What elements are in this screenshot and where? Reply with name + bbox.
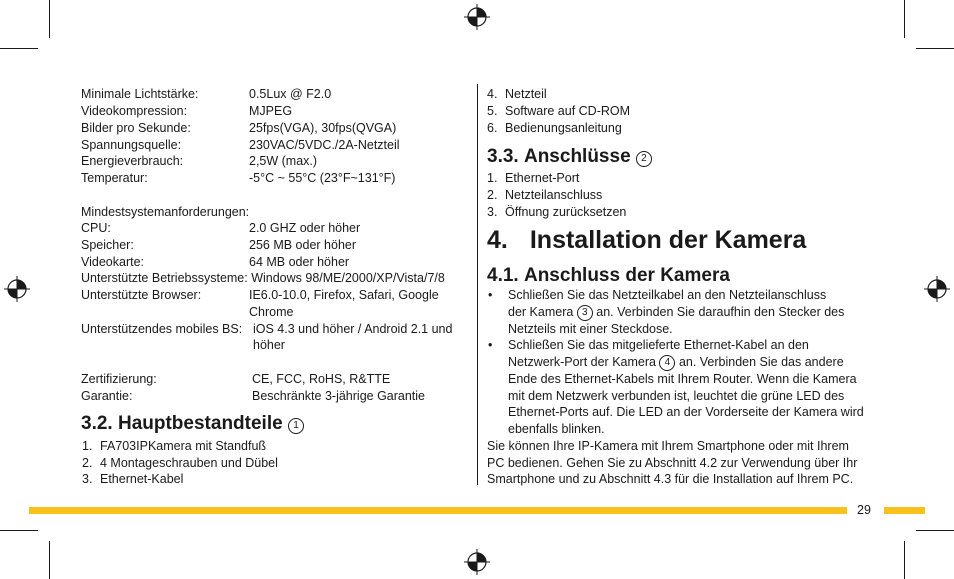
spec-value: MJPEG (249, 104, 293, 118)
section-heading-4-1 (487, 265, 730, 287)
bullet-text: Ende des Ethernet-Kabels mit Ihrem Router. Wenn die Kamera (508, 372, 857, 386)
section-heading-3-3 (487, 146, 652, 168)
footer-accent-bar (29, 507, 847, 514)
spec-value: 2.0 GHZ oder höher (249, 221, 361, 235)
crop-mark (49, 541, 50, 579)
list-number: 6. (487, 121, 498, 135)
bullet-text: mit dem Netzwerk verbunden ist, leuchtet die grüne LED des (508, 389, 845, 403)
callout-number-icon: 3 (577, 305, 593, 321)
bullet-text: Ethernet-Ports auf. Die LED an der Vorderseite der Kamera wird (508, 405, 864, 419)
spec-key: Minimale Lichtstärke: (81, 87, 199, 101)
crop-mark (49, 0, 50, 38)
spec-value: 2,5W (max.) (249, 154, 318, 168)
registration-mark-icon (464, 549, 490, 575)
list-number: 1. (82, 439, 93, 453)
section-title: Hauptbestandteile (117, 413, 283, 434)
list-text: Netzteilanschluss (505, 188, 603, 202)
min-requirements-title: Mindestsystemanforderungen: (81, 205, 250, 219)
spec-key: Energieverbrauch: (81, 154, 184, 168)
section-number: 4.1. (487, 265, 519, 286)
chapter-heading-4 (487, 226, 806, 255)
spec-key: CPU: (81, 221, 111, 235)
bullet-text: Schließen Sie das Netzteilkabel an den Netzteilanschluss (508, 288, 827, 302)
spec-value: 0.5Lux @ F2.0 (249, 87, 332, 101)
crop-mark (904, 541, 905, 579)
spec-value: Beschränkte 3-jährige Garantie (252, 389, 426, 403)
list-number: 2. (82, 456, 93, 470)
list-text: Bedienungsanleitung (505, 121, 622, 135)
bullet-icon: • (488, 338, 493, 352)
list-number: 3. (82, 472, 93, 486)
spec-key: Speicher: (81, 238, 134, 252)
bullet-text: Netzwerk-Port der Kamera 4 an. Verbinden Sie das andere (508, 355, 844, 369)
spec-value: 64 MB oder höher (249, 255, 350, 269)
registration-mark-icon (4, 276, 30, 302)
spec-value: Chrome (249, 305, 294, 319)
section-title: Anschlüsse (523, 146, 631, 167)
list-text: Ethernet-Port (505, 171, 580, 185)
list-text: 4 Montageschrauben und Dübel (100, 456, 278, 470)
list-number: 2. (487, 188, 498, 202)
list-number: 3. (487, 205, 498, 219)
section-title: Installation der Kamera (529, 226, 807, 254)
list-text: Ethernet-Kabel (100, 472, 184, 486)
list-number: 5. (487, 104, 498, 118)
list-number: 1. (487, 171, 498, 185)
spec-value: 256 MB oder höher (249, 238, 357, 252)
bullet-text: der Kamera 3 an. Verbinden Sie daraufhin den Stecker des (508, 305, 845, 319)
spec-key: Spannungsquelle: (81, 138, 182, 152)
spec-value: -5°C ~ 55°C (23°F~131°F) (249, 171, 396, 185)
spec-key: Bilder pro Sekunde: (81, 121, 191, 135)
list-number: 4. (487, 87, 498, 101)
crop-mark (904, 0, 905, 38)
spec-key: Videokarte: (81, 255, 145, 269)
spec-key: Unterstützte Browser: (81, 288, 202, 302)
spec-value: CE, FCC, RoHS, R&TTE (252, 372, 391, 386)
spec-value: 230VAC/5VDC./2A-Netzteil (249, 138, 400, 152)
paragraph-line: Sie können Ihre IP-Kamera mit Ihrem Smartphone oder mit Ihrem (487, 439, 849, 453)
registration-mark-icon (924, 276, 950, 302)
section-heading-3-2 (81, 413, 304, 435)
spec-key: Garantie: (81, 389, 133, 403)
bullet-text: Schließen Sie das mitgelieferte Ethernet-Kabel an den (508, 338, 809, 352)
callout-number-icon: 1 (288, 418, 304, 434)
os-line: Unterstützte Betriebssysteme: Windows 98/ME/2000/XP/Vista/7/8 (81, 271, 445, 285)
spec-key: Videokompression: (81, 104, 188, 118)
callout-number-icon: 2 (636, 151, 652, 167)
spec-key: Zertifizierung: (81, 372, 157, 386)
list-text: Öffnung zurücksetzen (505, 205, 627, 219)
bullet-text: ebenfalls blinken. (508, 422, 605, 436)
spec-key: Unterstützendes mobiles BS: (81, 322, 243, 336)
section-number: 3.2. (81, 413, 113, 434)
bullet-icon: • (488, 288, 493, 302)
section-title: Anschluss der Kamera (523, 265, 730, 286)
column-divider (477, 84, 478, 485)
page-number: 29 (857, 503, 871, 517)
crop-mark (916, 530, 954, 531)
spec-value: iOS 4.3 und höher / Android 2.1 und (253, 322, 453, 336)
crop-mark (916, 48, 954, 49)
registration-mark-icon (464, 4, 490, 30)
section-number: 3.3. (487, 146, 519, 167)
list-text: Netzteil (505, 87, 547, 101)
spec-value: IE6.0-10.0, Firefox, Safari, Google (249, 288, 439, 302)
spec-key: Temperatur: (81, 171, 148, 185)
footer-accent-bar (884, 507, 925, 514)
bullet-text: Netzteils mit einer Steckdose. (508, 322, 673, 336)
list-text: FA703IPKamera mit Standfuß (100, 439, 267, 453)
spec-value: 25fps(VGA), 30fps(QVGA) (249, 121, 397, 135)
paragraph-line: Smartphone und zu Abschnitt 4.3 für die Installation auf Ihrem PC. (487, 472, 854, 486)
paragraph-line: PC bedienen. Gehen Sie zu Abschnitt 4.2 zur Verwendung über Ihr (487, 456, 858, 470)
crop-mark (0, 530, 38, 531)
section-number: 4. (487, 226, 508, 254)
spec-value: höher (253, 338, 285, 352)
list-text: Software auf CD-ROM (505, 104, 631, 118)
crop-mark (0, 48, 38, 49)
callout-number-icon: 4 (659, 355, 675, 371)
